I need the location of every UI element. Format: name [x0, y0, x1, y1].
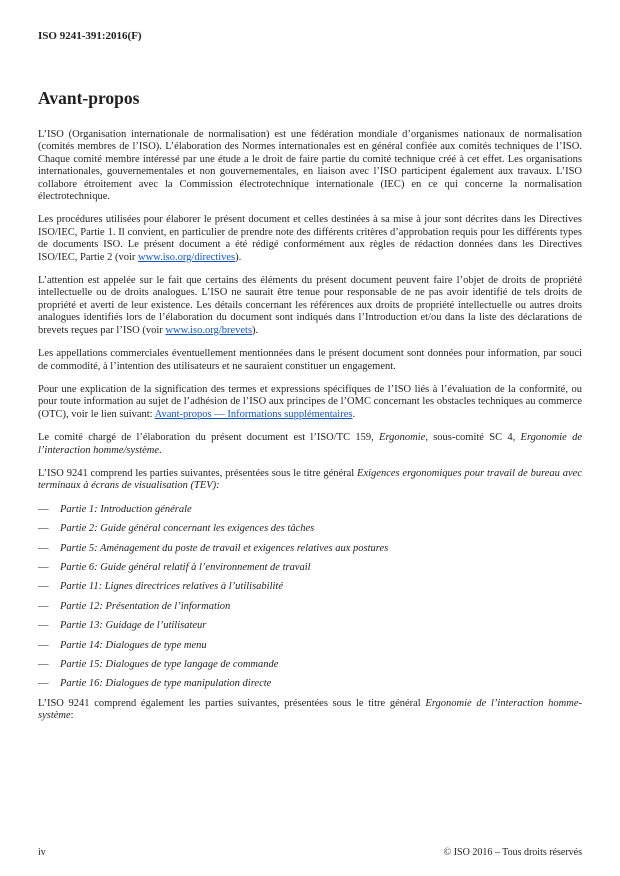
link-iso-brevets[interactable]: www.iso.org/brevets: [165, 324, 253, 336]
list-item-text: Partie 11: Lignes directrices relatives à l’utilisabilité: [60, 581, 283, 593]
list-item: [38, 640, 582, 652]
paragraph-ip-rights: [38, 275, 582, 337]
dash-marker: —: [38, 620, 49, 632]
page-footer: [38, 847, 582, 858]
text-segment: :: [70, 710, 74, 722]
paragraph-trade-names: [38, 348, 582, 373]
paragraph-series-title-2: [38, 698, 582, 723]
list-item-text: Partie 2: Guide général concernant les exigences des tâches: [60, 523, 315, 535]
text-segment: L’ISO 9241 comprend les parties suivantes, présentées sous le titre général: [38, 467, 358, 479]
paragraph-procedures: [38, 214, 582, 264]
paragraph-wto-otc: [38, 384, 582, 421]
dash-marker: —: [38, 523, 49, 535]
list-item: [38, 620, 582, 632]
text-segment: ).: [252, 324, 259, 336]
dash-marker: —: [38, 561, 49, 573]
dash-marker: —: [38, 659, 49, 670]
italic-segment: Exigences ergonomiques pour travail de bureau avec terminaux à écrans de visualisation (TEV):: [38, 467, 582, 492]
text-segment: L’ISO 9241 comprend également les parties suivantes, présentées sous le titre général: [38, 697, 426, 709]
dash-marker: —: [38, 678, 49, 690]
dash-marker: —: [38, 639, 49, 651]
text-segment: Les procédures utilisées pour élaborer le présent document et celles destinées à sa mise à jour sont décrites dans les Directives ISO/IEC, Partie 1. Il convient, en particulier de prendre note des différents critères d’approbation requis pour les différents types de documents ISO. Le présent document a été rédigé conformément aux règles de rédaction données dans les Directives ISO/IEC, Partie 2 (voir: [38, 214, 582, 263]
text-segment: .: [352, 408, 356, 420]
list-item-text: Partie 12: Présentation de l’information: [60, 600, 231, 612]
paragraph-series-title-1: [38, 468, 582, 493]
italic-segment: Ergonomie: [379, 432, 426, 444]
list-item-text: Partie 14: Dialogues de type menu: [60, 639, 207, 651]
list-item: [38, 562, 582, 574]
page-title: Avant-propos: [38, 88, 140, 108]
document-reference: ISO 9241-391:2016(F): [38, 30, 142, 42]
document-body: [38, 129, 582, 723]
parts-list: [38, 504, 582, 691]
list-item: [38, 523, 582, 535]
paragraph-iso-intro: [38, 129, 582, 203]
text-segment: .: [159, 444, 162, 456]
paragraph-committee: [38, 432, 582, 457]
list-item-text: Partie 15: Dialogues de type langage de commande: [60, 659, 279, 670]
list-item-text: Partie 6: Guide général relatif à l’environnement de travail: [60, 561, 311, 573]
text-segment: Pour une explication de la signification des termes et expressions spécifiques de l’ISO liés à l’évaluation de la conformité, ou pour toute information au sujet de l’adhésion de l’ISO aux principes de l’OMC concernant les obstacles techniques au commerce (OTC), voir le lien suivant:: [38, 383, 582, 420]
link-avant-propos-informations[interactable]: Avant-propos — Informations supplémentaires: [154, 408, 353, 420]
list-item: [38, 659, 582, 671]
text-segment: L’ISO (Organisation internationale de normalisation) est une fédération mondiale d’organismes nationaux de normalisation (comités membres de l’ISO). L’élaboration des Normes internationales est en général confiée aux comités techniques de l’ISO. Chaque comité membre intéressé par une étude a le droit de faire partie du comité technique créé à cet effet. Les organisations internationales, gouvernementales et non gouvernementales, en liaison avec l’ISO participent également aux travaux. L’ISO collabore étroitement avec la Commission électrotechnique internationale (IEC) en ce qui concerne la normalisation électrotechnique.: [38, 129, 582, 203]
page-number: iv: [38, 847, 46, 858]
link-iso-directives[interactable]: www.iso.org/directives: [138, 251, 236, 263]
list-item-text: Partie 5: Aménagement du poste de travail et exigences relatives aux postures: [60, 542, 389, 554]
copyright-notice: © ISO 2016 – Tous droits réservés: [443, 847, 582, 858]
dash-marker: —: [38, 581, 49, 593]
list-item-text: Partie 16: Dialogues de type manipulation directe: [60, 678, 272, 690]
list-item: [38, 601, 582, 613]
list-item: [38, 581, 582, 593]
text-segment: L’attention est appelée sur le fait que certains des éléments du présent document peuvent faire l’objet de droits de propriété intellectuelle ou de droits analogues. L’ISO ne saurait être tenue pour responsable de ne pas avoir identifié de tels droits de propriété et averti de leur existence. Les détails concernant les références aux droits de propriété intellectuelle ou autres droits analogues identifiés lors de l’élaboration du document sont indiqués dans l’Introduction et/ou dans la liste des déclarations de brevets reçues par l’ISO (voir: [38, 275, 582, 336]
dash-marker: —: [38, 503, 49, 515]
list-item-text: Partie 1: Introduction générale: [60, 503, 192, 515]
text-segment: Les appellations commerciales éventuellement mentionnées dans le présent document sont données pour information, par souci de commodité, à l’intention des utilisateurs et ne sauraient constituer un engagement.: [38, 348, 582, 372]
list-item-text: Partie 13: Guidage de l’utilisateur: [60, 620, 207, 632]
list-item: [38, 504, 582, 516]
text-segment: Le comité chargé de l’élaboration du présent document est l’ISO/TC 159,: [38, 432, 380, 444]
text-segment: ).: [235, 251, 242, 263]
list-item: [38, 543, 582, 555]
text-segment: , sous-comité SC 4,: [425, 432, 521, 444]
dash-marker: —: [38, 600, 49, 612]
dash-marker: —: [38, 542, 49, 554]
list-item: [38, 678, 582, 690]
italic-segment: Ergonomie de l’interaction homme-système: [38, 697, 582, 722]
italic-segment: Ergonomie de l’interaction homme/système: [38, 432, 582, 456]
